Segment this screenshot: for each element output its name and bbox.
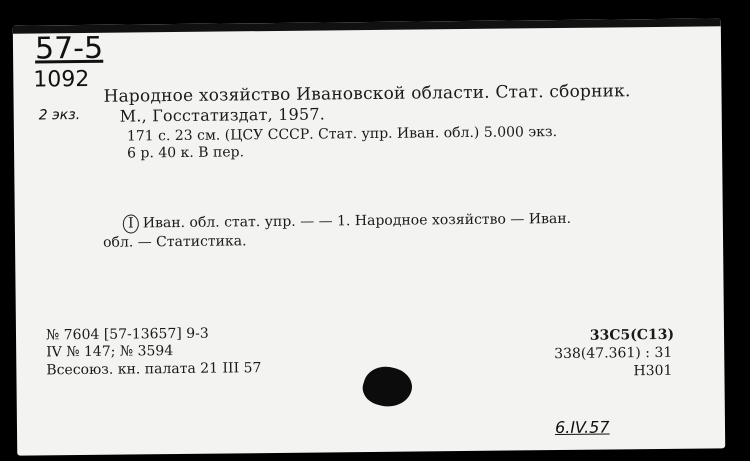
imprint-line: М., Госстатиздат, 1957. [119, 104, 326, 126]
footer-left-3: Всесоюз. кн. палата 21 III 57 [46, 360, 262, 379]
physical-description: 171 с. 23 см. (ЦСУ СССР. Стат. упр. Иван. обл.) 5.000 экз. [126, 124, 558, 145]
handwritten-number: 1092 [33, 66, 90, 93]
price-line: 6 р. 40 к. В пер. [127, 144, 245, 162]
footer-right-2: 338(47.361) : 31 [554, 344, 673, 363]
handwritten-date: 6.IV.57 [554, 417, 610, 438]
tracings-line-1 [123, 210, 571, 234]
title-line: Народное хозяйство Ивановской области. Стат. сборник. [103, 81, 631, 107]
footer-left-2: IV № 147; № 3594 [46, 343, 174, 361]
roman-numeral-circled: I [123, 214, 139, 233]
footer-right-3: H301 [633, 362, 673, 380]
tracings-text-1: Иван. обл. стат. упр. — — 1. Народное хозяйство — Иван. [142, 210, 572, 232]
top-edge-strip [13, 18, 721, 33]
tracings-line-2: обл. — Статистика. [102, 233, 247, 251]
handwritten-copies: 2 экз. [38, 107, 81, 124]
footer-right-1: 33C5(C13) [589, 326, 675, 344]
ink-blot [359, 361, 417, 414]
footer-left-1: № 7604 [57-13657] 9-3 [45, 325, 209, 344]
handwritten-call-number: 57-5 [34, 30, 104, 67]
catalog-card [13, 18, 725, 455]
